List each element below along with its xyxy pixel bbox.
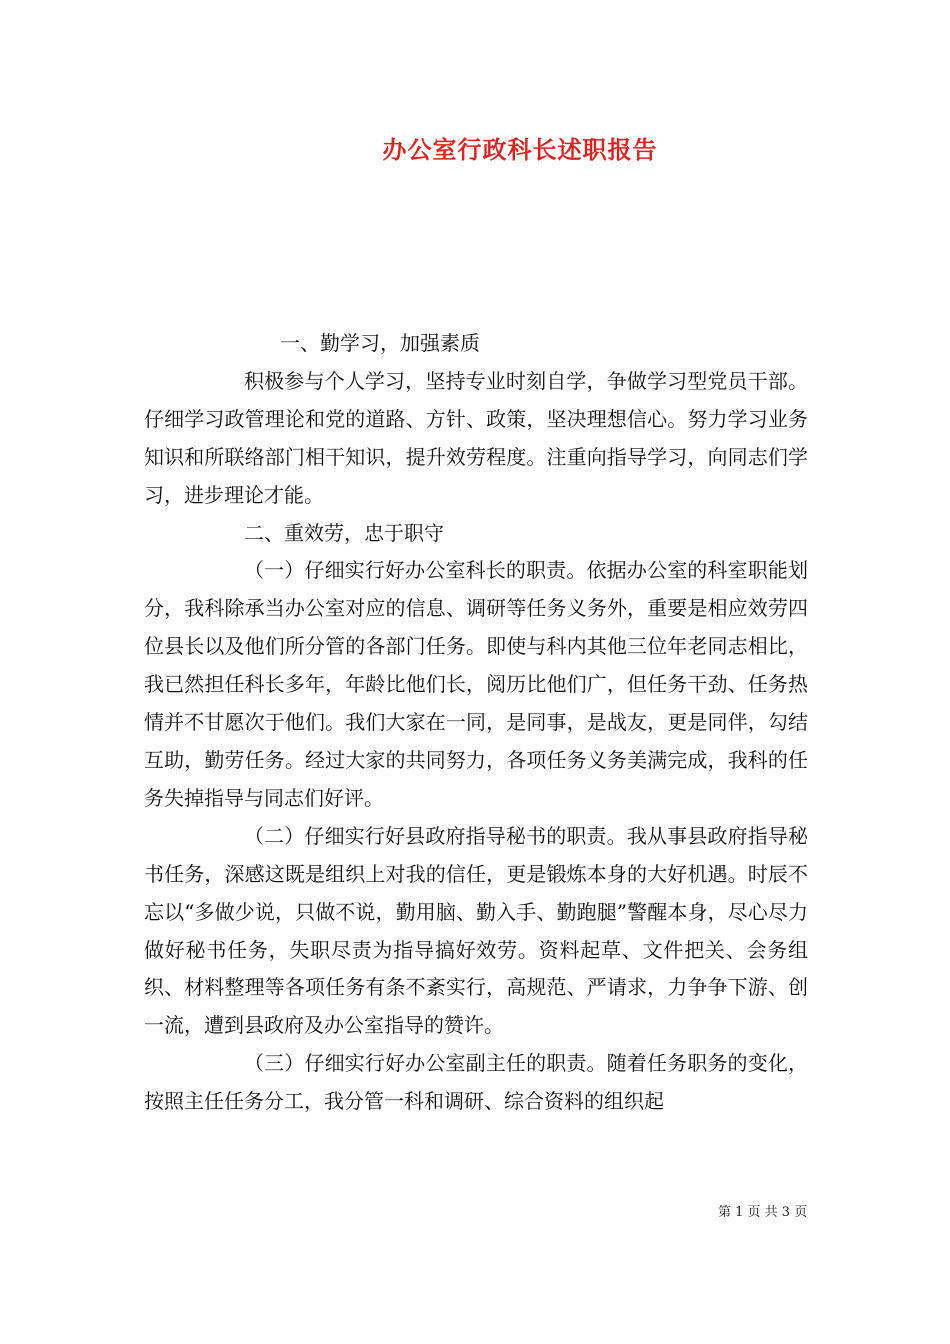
paragraph-2: （一）仔细实行好办公室科长的职责。依据办公室的科室职能划分，我科除承当办公室对应的信息、调研等任务义务外，重要是相应效劳四位县长以及他们所分管的各部门任务。即使与科内其他三位年老同志相比，我已然担任科长多年，年龄比他们长，阅历比他们广，但任务干劲、任务热情并不甘愿次于他们。我们大家在一同，是同事，是战友，更是同伴，勾结互助，勤劳任务。经过大家的共同努力，各项任务义务美满完成，我科的任务失掉指导与同志们好评。: [144, 558, 808, 810]
document-body: [144, 325, 808, 1121]
section-heading-2: 二、重效劳，忠于职守: [244, 520, 444, 545]
page-number: 第 1 页 共 3 页: [718, 1205, 808, 1220]
paragraph-1: 积极参与个人学习，坚持专业时刻自学，争做学习型党员干部。仔细学习政管理论和党的道路、方针、政策，坚决理想信心。努力学习业务知识和所联络部门相干知识，提升效劳程度。注重向指导学习，向同志们学习，进步理论才能。: [144, 368, 808, 507]
document-title: 办公室行政科长述职报告: [382, 135, 658, 164]
section-heading-1: 一、勤学习，加强素质: [280, 331, 480, 355]
paragraph-4: （三）仔细实行好办公室副主任的职责。随着任务职务的变化，按照主任任务分工，我分管一科和调研、综合资料的组织起: [144, 1051, 808, 1114]
paragraph-3: （二）仔细实行好县政府指导秘书的职责。我从事县政府指导秘书任务，深感这既是组织上对我的信任，更是锻炼本身的大好机遇。时辰不忘以“多做少说，只做不说，勤用脑、勤入手、勤跑腿”警醒本身，尽心尽力做好秘书任务，失职尽责为指导搞好效劳。资料起草、文件把关、会务组织、材料整理等各项任务有条不紊实行，高规范、严请求，力争争下游、创一流，遭到县政府及办公室指导的赞许。: [144, 823, 808, 1038]
